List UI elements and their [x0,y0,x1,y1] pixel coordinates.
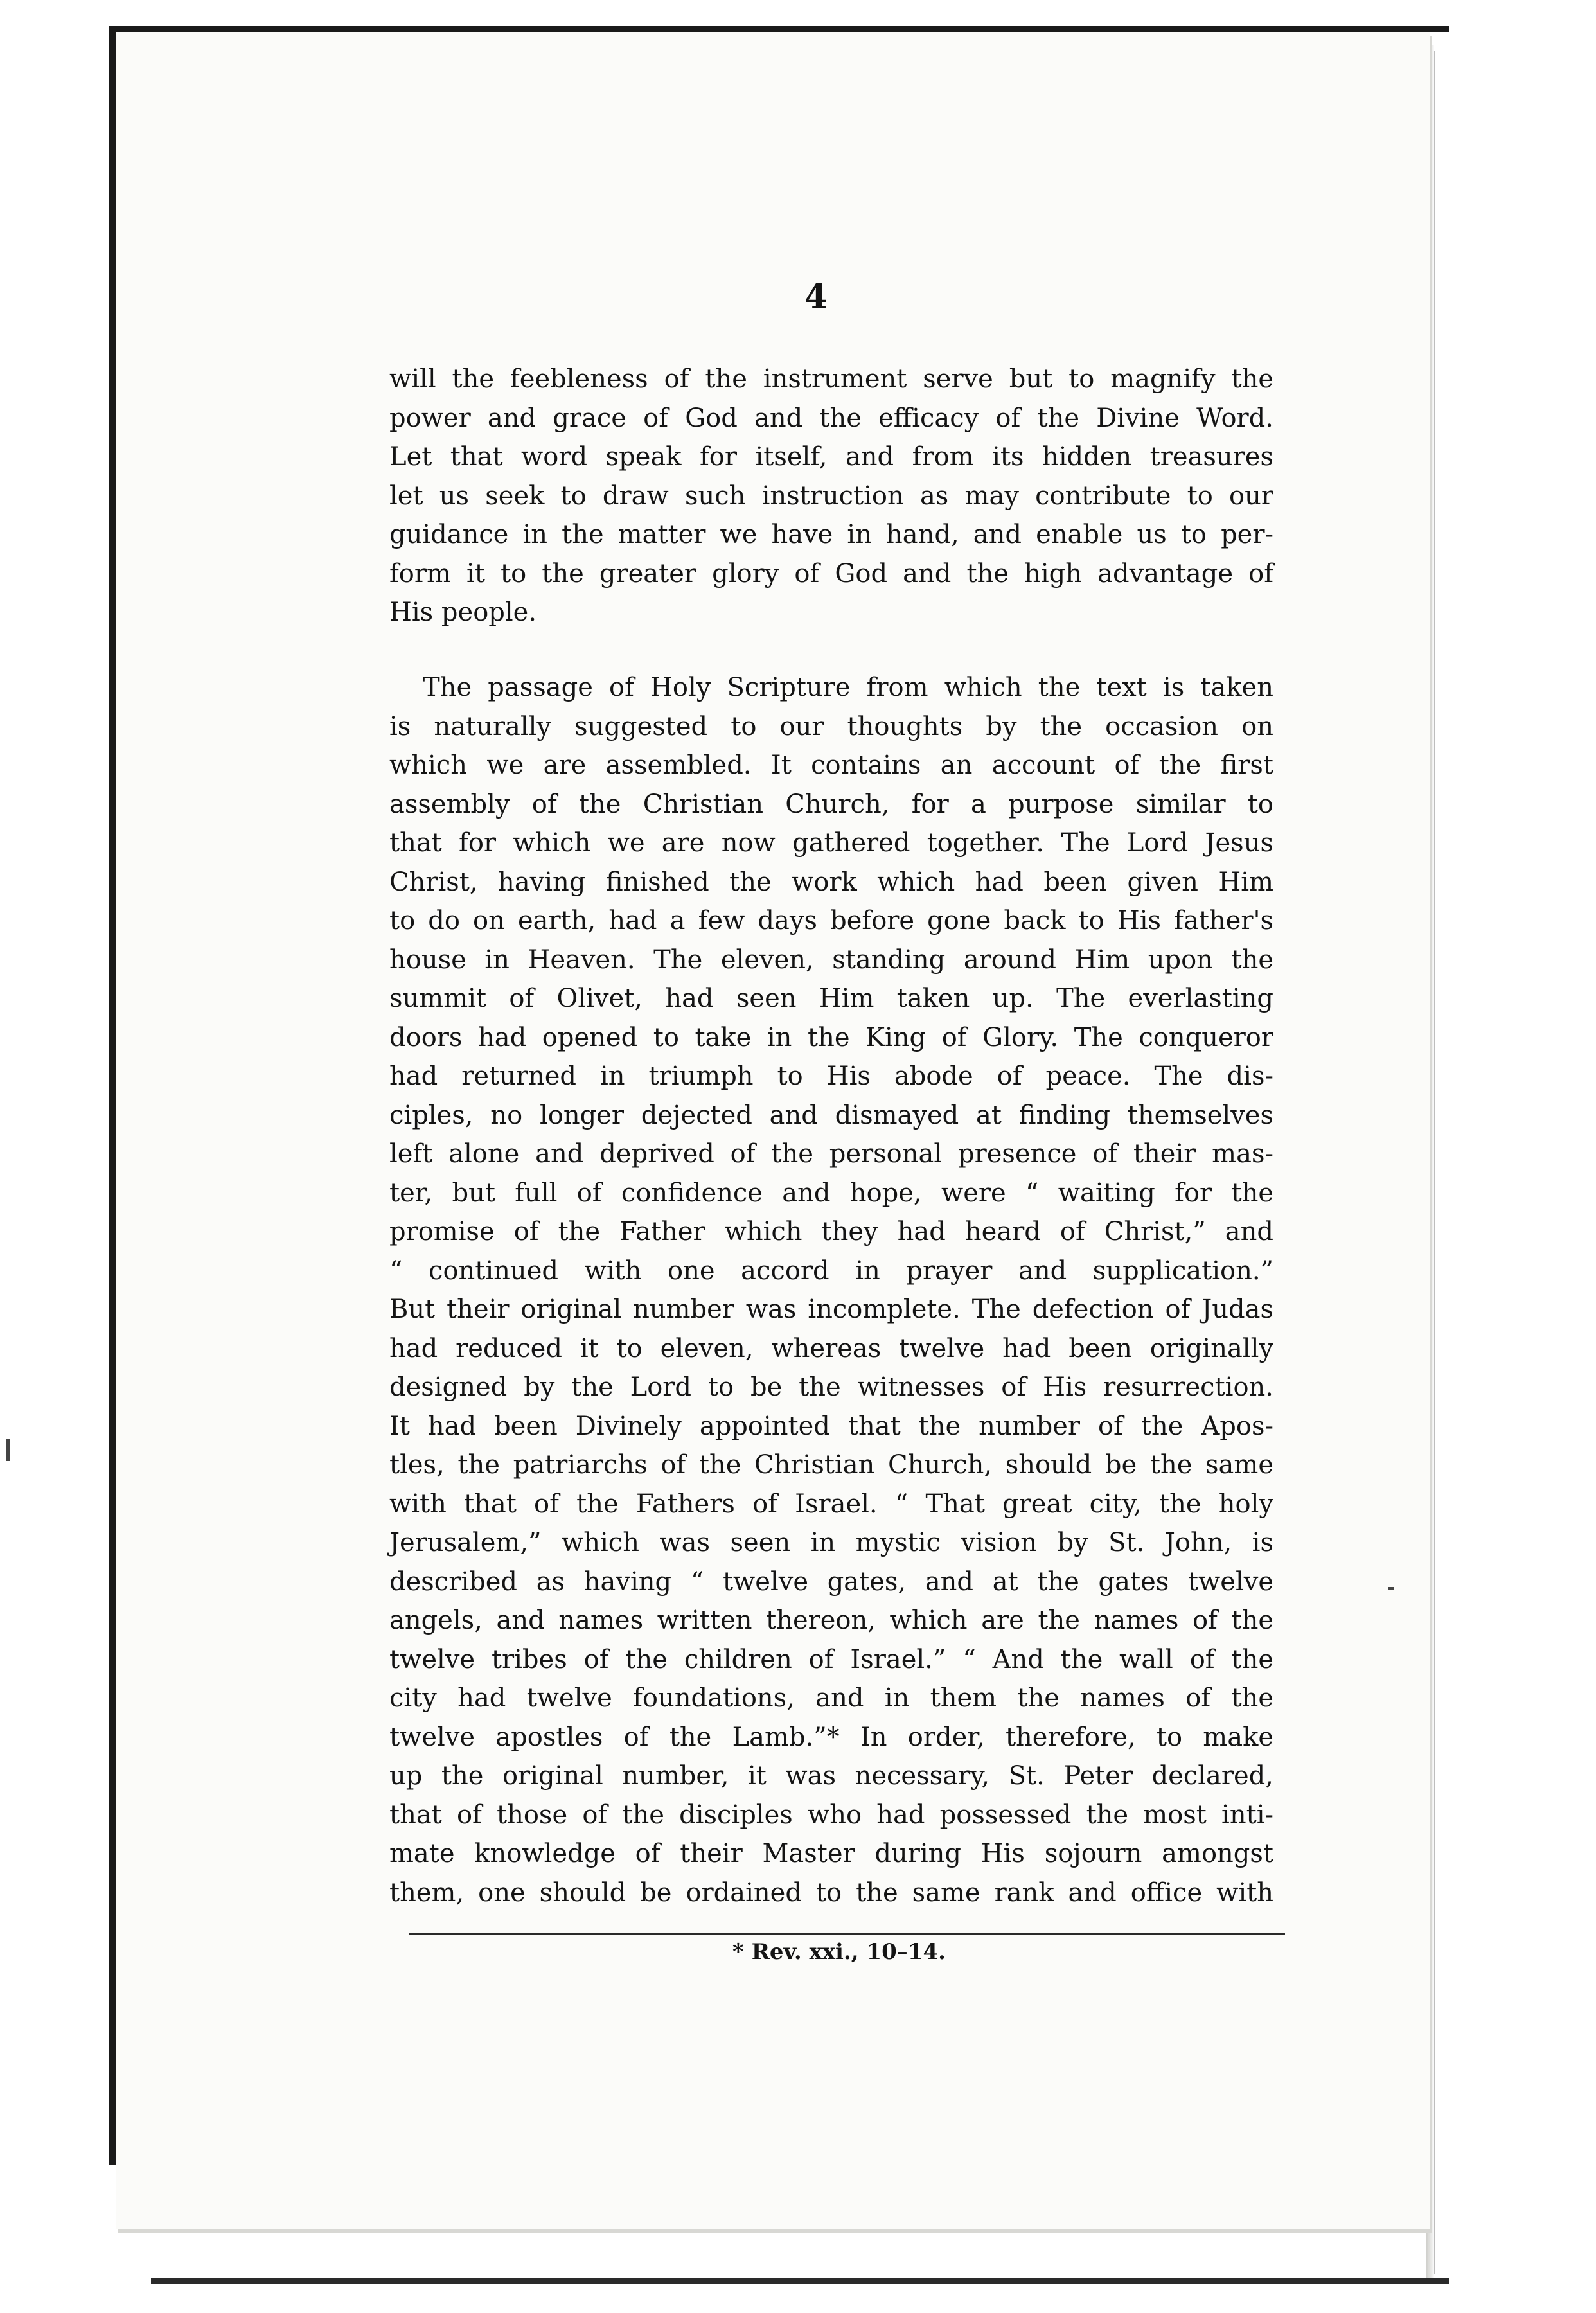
text-line: designed by the Lord to be the witnesses of His resurrection. [389,1372,1273,1402]
text-line: form it to the greater glory of God and the high advantage of [389,558,1273,589]
next-page-edge [1434,51,1596,2274]
text-line: let us seek to draw such instruction as may contribute to our [389,481,1273,511]
text-line: ciples, no longer dejected and dismayed at finding themselves [389,1100,1273,1130]
text-line: angels, and names written thereon, which are the names of the [389,1606,1273,1635]
text-line: assembly of the Christian Church, for a purpose similar to [389,789,1273,819]
text-line: which we are assembled. It contains an account of the first [389,750,1273,780]
scan-edge-bottom [151,2278,1449,2284]
paragraph-1 [389,360,1273,632]
text-line: promise of the Father which they had heard of Christ,” and [389,1217,1273,1246]
page-number: 4 [804,278,828,317]
scan-edge-top [112,26,1449,32]
text-line: guidance in the matter we have in hand, and enable us to per- [389,520,1273,549]
text-line: twelve apostles of the Lamb.”* In order, therefore, to make [389,1722,1273,1752]
text-line: power and grace of God and the efficacy of the Divine Word. [389,403,1273,433]
text-line: left alone and deprived of the personal presence of their mas- [389,1139,1273,1169]
footnote: * Rev. xxi., 10–14. [732,1939,946,1965]
text-line: with that of the Fathers of Israel. “ That great city, the holy [389,1489,1273,1519]
text-line: His people. [389,598,537,627]
scan-speck [6,1439,10,1461]
text-line: summit of Olivet, had seen Him taken up. The everlasting [389,984,1273,1013]
text-line: It had been Divinely appointed that the number of the Apos- [389,1411,1273,1441]
text-line: described as having “ twelve gates, and at the gates twelve [389,1566,1273,1597]
text-line: them, one should be ordained to the same rank and office with [389,1877,1273,1908]
text-line: city had twelve foundations, and in them the names of the [389,1683,1273,1713]
text-line: house in Heaven. The eleven, standing around Him upon the [389,944,1273,975]
text-line: The passage of Holy Scripture from which the text is taken [423,673,1273,702]
text-line: that for which we are now gathered together. The Lord Jesus [389,828,1273,858]
text-line: But their original number was incomplete. The defection of Judas [389,1295,1273,1324]
text-line: “ continued with one accord in prayer and supplication.” [389,1255,1273,1286]
text-line: twelve tribes of the children of Israel.” “ And the wall of the [389,1644,1273,1674]
text-line: mate knowledge of their Master during His sojourn amongst [389,1839,1273,1868]
text-line: had returned in triumph to His abode of peace. The dis- [389,1061,1273,1091]
paragraph-2 [389,668,1273,1912]
scan-speck [1388,1587,1394,1590]
scan-edge-left [109,26,116,2165]
text-line: Let that word speak for itself, and from its hidden treasures [389,442,1273,472]
text-line: Christ, having finished the work which had been given Him [389,867,1273,897]
text-line: that of those of the disciples who had possessed the most inti- [389,1800,1273,1830]
footnote-rule [409,1933,1285,1935]
text-line: up the original number, it was necessary, St. Peter declared, [389,1761,1273,1791]
text-line: to do on earth, had a few days before gone back to His father's [389,906,1273,935]
text-line: tles, the patriarchs of the Christian Church, should be the same [389,1450,1273,1480]
text-line: will the feebleness of the instrument serve but to magnify the [389,364,1273,394]
text-line: ter, but full of confidence and hope, were “ waiting for the [389,1178,1273,1208]
text-line: is naturally suggested to our thoughts by the occasion on [389,711,1273,741]
text-line: doors had opened to take in the King of Glory. The conqueror [389,1022,1273,1052]
text-line: had reduced it to eleven, whereas twelve had been originally [389,1333,1273,1363]
text-line: Jerusalem,” which was seen in mystic vision by St. John, is [389,1528,1273,1557]
